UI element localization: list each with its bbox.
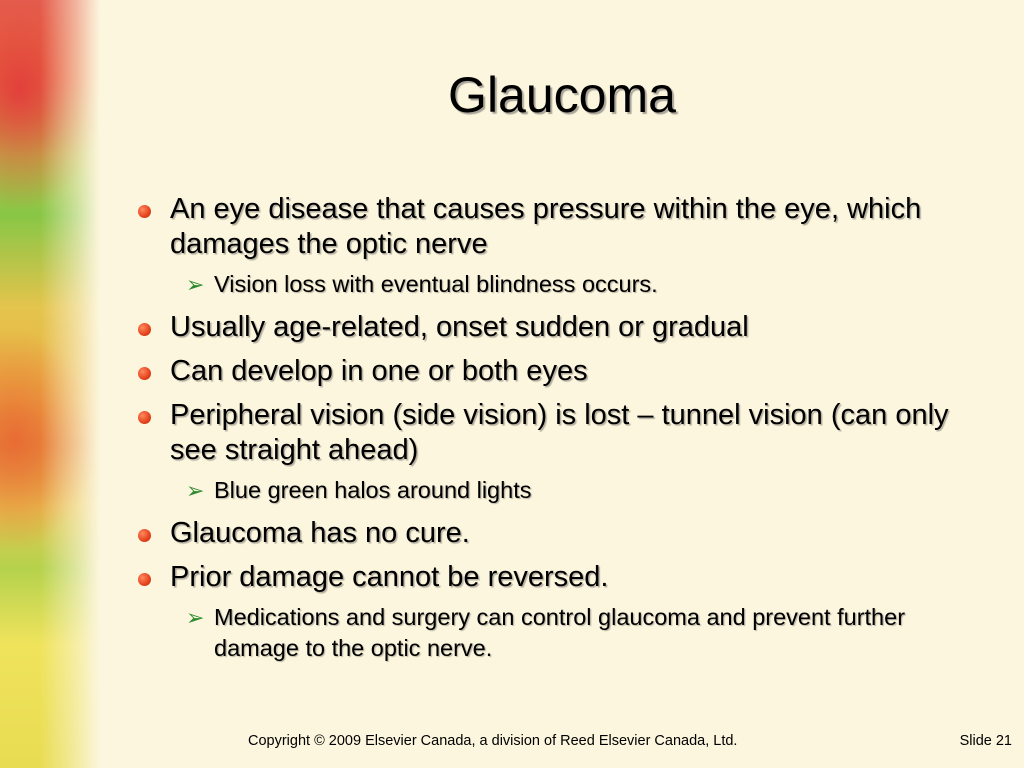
copyright-footer: Copyright © 2009 Elsevier Canada, a division of Reed Elsevier Canada, Ltd. (248, 733, 738, 749)
round-bullet-icon (138, 411, 151, 424)
bullet-item-2 (130, 310, 990, 345)
sub-bullet-text: Medications and surgery can control glaucoma and prevent further damage to the optic nerve. (214, 604, 906, 661)
round-bullet-icon (138, 529, 151, 542)
side-band-fade (40, 0, 100, 768)
sub-bullet-item-2 (130, 475, 990, 506)
bullet-text: Glaucoma has no cure. (170, 517, 470, 549)
sub-bullet-item-1 (130, 269, 990, 300)
bullet-text: Peripheral vision (side vision) is lost – tunnel vision (can only see straight ahead) (170, 399, 949, 466)
bullet-item-4 (130, 398, 990, 468)
bullet-item-6 (130, 560, 990, 595)
bullet-item-1 (130, 192, 990, 262)
bullet-item-3 (130, 354, 990, 389)
arrow-bullet-icon: ➢ (186, 478, 205, 503)
bullet-text: Can develop in one or both eyes (170, 355, 588, 387)
sub-bullet-text: Vision loss with eventual blindness occurs. (214, 271, 658, 297)
bullet-text: Prior damage cannot be reversed. (170, 561, 609, 593)
round-bullet-icon (138, 573, 151, 586)
bullet-text: Usually age-related, onset sudden or gradual (170, 311, 749, 343)
arrow-bullet-icon: ➢ (186, 605, 205, 630)
round-bullet-icon (138, 323, 151, 336)
slide-number: Slide 21 (959, 733, 1012, 749)
slide-title: Glaucoma (448, 67, 676, 123)
bullet-list (130, 192, 990, 674)
round-bullet-icon (138, 205, 151, 218)
bullet-text: An eye disease that causes pressure within the eye, which damages the optic nerve (170, 193, 922, 260)
sub-bullet-item-3 (130, 602, 990, 664)
bullet-item-5 (130, 516, 990, 551)
round-bullet-icon (138, 367, 151, 380)
arrow-bullet-icon: ➢ (186, 272, 205, 297)
sub-bullet-text: Blue green halos around lights (214, 477, 532, 503)
